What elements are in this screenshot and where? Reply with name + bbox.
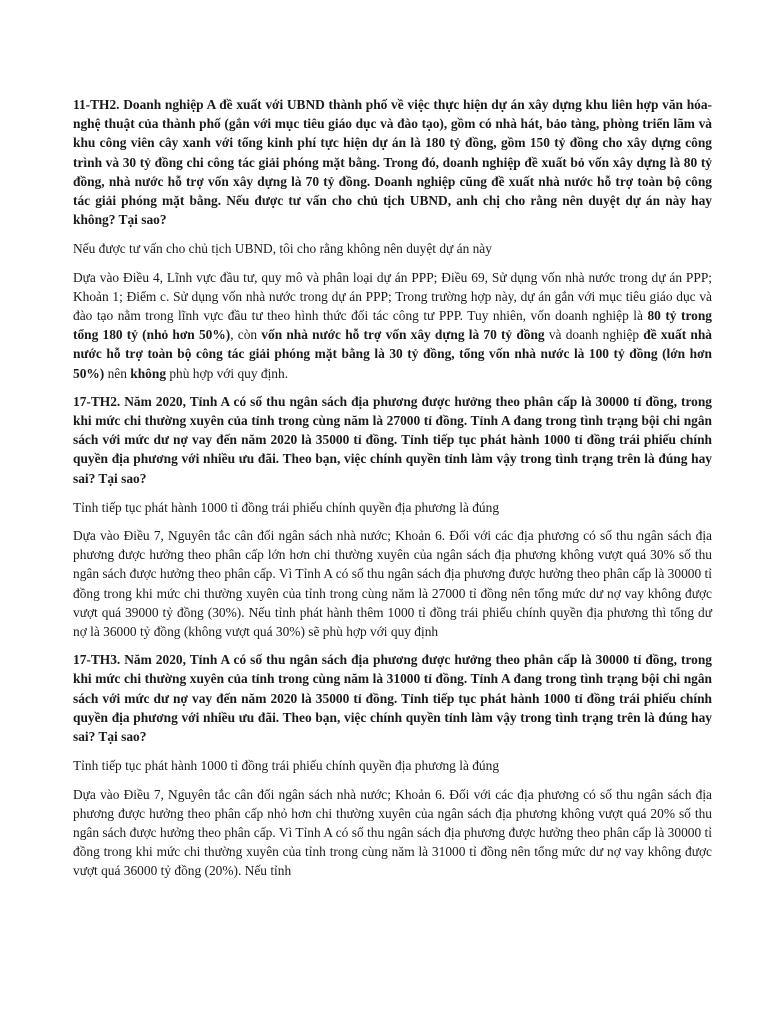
question-17-th3: 17-TH3. Năm 2020, Tỉnh A có số thu ngân sách địa phương được hưởng theo phân cấp là 30000 tỉ đồng, trong khi mức chi thường xuyên của tỉnh trong cùng năm là 31000 tỉ đồng. Tỉnh A đang trong tình trạng bội chi ngân sách với mức dư nợ vay đến năm 2020 là 35000 tỉ đồng. Tỉnh tiếp tục phát hành 1000 tỉ đồng trái phiếu chính quyền địa phương với nhiều ưu đãi. Theo bạn, việc chính quyền tỉnh làm vậy trong tình trạng trên là đúng hay sai? Tại sao?: [73, 652, 712, 745]
explanation-emphasis: 80 tỷ trong tổng 180 tỷ (nhỏ hơn 50%): [73, 308, 712, 343]
answer-11-th2: Nếu được tư vấn cho chủ tịch UBND, tôi cho rằng không nên duyệt dự án này: [73, 241, 492, 257]
explanation-emphasis: vốn nhà nước hỗ trợ vốn xây dựng là 70 tỷ đồng: [261, 327, 545, 343]
explanation-17-th2: Dựa vào Điều 7, Nguyên tắc cân đối ngân sách nhà nước; Khoản 6. Đối với các địa phương có số thu ngân sách địa phương được hưởng theo phân cấp lớn hơn chi thường xuyên của ngân sách địa phương không vượt quá 30% số thu ngân sách được hưởng theo phân cấp. Vì Tỉnh A có số thu ngân sách địa phương được hưởng theo phân cấp là 30000 tỉ đồng trong khi mức chi thường xuyên của tỉnh trong cùng năm là 27000 tỉ đồng nên tổng mức dư nợ vay không được vượt quá 39000 tỷ đồng (30%). Nếu tỉnh phát hành thêm 1000 tỉ đồng trái phiếu chính quyền địa phương thì tổng dư nợ là 36000 tỷ đồng (không vượt quá 30%) sẽ phù hợp với quy định: [73, 528, 712, 640]
explanation-17-th3: Dựa vào Điều 7, Nguyên tắc cân đối ngân sách nhà nước; Khoản 6. Đối với các địa phương có số thu ngân sách địa phương được hưởng theo phân cấp nhỏ hơn chi thường xuyên của ngân sách địa phương không vượt quá 20% số thu ngân sách được hưởng theo phân cấp. Vì Tỉnh A có số thu ngân sách địa phương được hưởng theo phân cấp là 30000 tỉ đồng trong khi mức chi thường xuyên của tỉnh trong cùng năm là 31000 tỉ đồng nên tổng mức dư nợ vay không được vượt quá 36000 tỷ đồng (20%). Nếu tỉnh: [73, 786, 712, 879]
question-11-th2: 11-TH2. Doanh nghiệp A đề xuất với UBND thành phố về việc thực hiện dự án xây dựng khu liên hợp văn hóa-nghệ thuật của thành phố (gắn với mục tiêu giáo dục và đào tạo), gồm có nhà hát, bảo tàng, phòng triển lãm và khu công viên cây xanh với tổng kinh phí tực hiện dự án là 180 tỷ đồng, gồm 150 tỷ đồng cho xây dựng công trình và 30 tỷ đồng chi công tác giải phóng mặt bằng. Trong đó, doanh nghiệp đề xuất bỏ vốn xây dựng là 80 tỷ đồng, nhà nước hỗ trợ vốn xây dựng là 70 tỷ đồng. Doanh nghiệp cũng đề xuất nhà nước hỗ trợ toàn bộ công tác giải phóng mặt bằng. Nếu được tư vấn cho chủ tịch UBND, anh chị cho rằng nên duyệt dự án này hay không? Tại sao?: [73, 97, 712, 228]
question-17-th2: 17-TH2. Năm 2020, Tỉnh A có số thu ngân sách địa phương được hưởng theo phân cấp là 30000 tỉ đồng, trong khi mức chi thường xuyên của tỉnh trong cùng năm là 27000 tỉ đồng. Tỉnh A đang trong tình trạng bội chi ngân sách với mức dư nợ vay đến năm 2020 là 35000 tỉ đồng. Tỉnh tiếp tục phát hành 1000 tỉ đồng trái phiếu chính quyền địa phương với nhiều ưu đãi. Theo bạn, việc chính quyền tỉnh làm vậy trong tình trạng trên là đúng hay sai? Tại sao?: [73, 393, 712, 486]
explanation-text: nên: [104, 365, 131, 381]
explanation-text: Dựa vào Điều 4, Lĩnh vực đầu tư, quy mô và phân loại dự án PPP; Điều 69, Sử dụng vốn nhà nước trong dự án PPP; Khoản 1; Điểm c. Sử dụng vốn nhà nước trong dự án PPP; Trong trường hợp này, dự án gắn với mục tiêu giáo dục và đào tạo nằm trong lĩnh vực đầu tư theo hình thức đối tác công tư PPP. Tuy nhiên, vốn doanh nghiệp là: [73, 269, 712, 324]
explanation-emphasis: không: [130, 365, 167, 381]
explanation-emphasis: đề xuất nhà nước hỗ trợ toàn bộ công tác giải phóng mặt bằng là 30 tỷ đồng, tổng vốn nhà nước là 100 tỷ đồng (lớn hơn 50%): [73, 327, 712, 381]
explanation-text: phù hợp với quy định.: [166, 365, 289, 381]
answer-17-th2: Tỉnh tiếp tục phát hành 1000 tỉ đồng trái phiếu chính quyền địa phương là đúng: [73, 499, 500, 515]
explanation-11-th2: [73, 268, 712, 383]
explanation-text: , còn: [230, 327, 262, 343]
explanation-text: và doanh nghiệp: [544, 327, 644, 343]
answer-17-th3: Tỉnh tiếp tục phát hành 1000 tỉ đồng trái phiếu chính quyền địa phương là đúng: [73, 758, 500, 774]
